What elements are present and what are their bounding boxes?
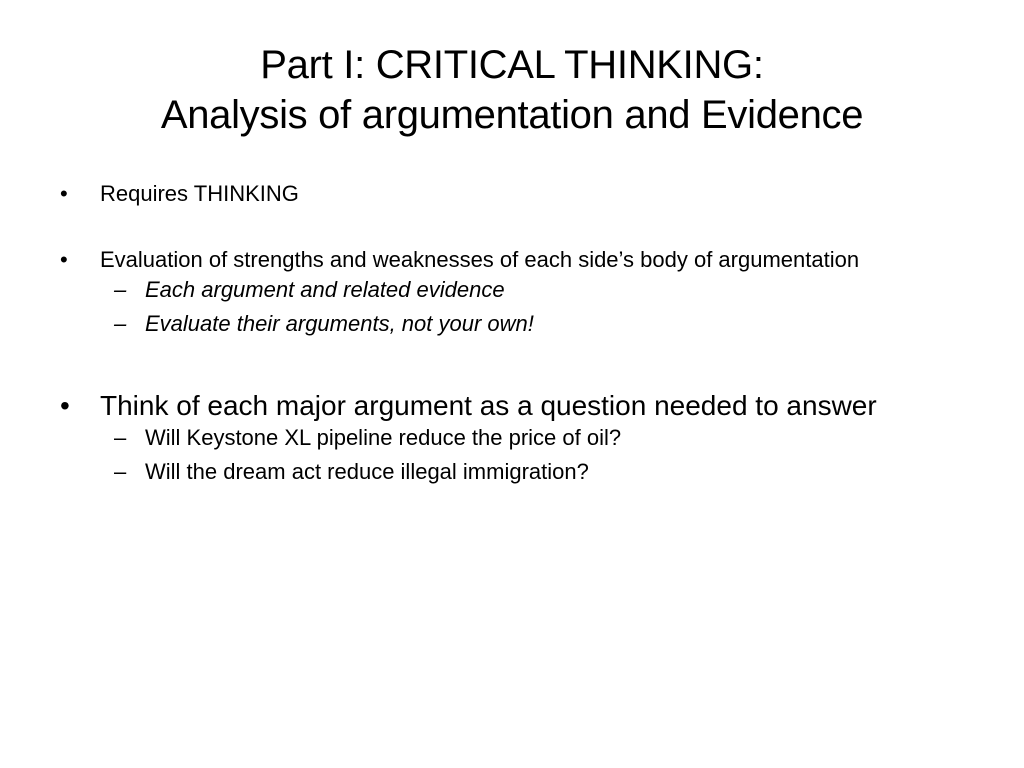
title-line-1: Part I: CRITICAL THINKING: <box>260 43 764 87</box>
dash-icon: – <box>114 277 127 302</box>
sub-bullet-item <box>58 455 958 489</box>
bullet-icon: • <box>60 247 68 272</box>
sub-bullet-text: Each argument and related evidence <box>145 277 505 302</box>
sub-bullet-item <box>58 421 958 455</box>
bullet-item <box>58 180 958 207</box>
bullet-item <box>58 390 958 421</box>
title-line-2: Analysis of argumentation and Evidence <box>160 93 864 137</box>
bullet-text: Think of each major argument as a question needed to answer <box>100 390 877 421</box>
dash-icon: – <box>114 311 127 336</box>
sub-bullet-text: Evaluate their arguments, not your own! <box>145 311 534 336</box>
sub-bullet-item <box>58 273 958 307</box>
bullet-text: Evaluation of strengths and weaknesses of each side’s body of argumentation <box>100 247 860 272</box>
sub-bullet-item <box>58 307 958 341</box>
slide-title <box>60 40 964 140</box>
bullet-icon: • <box>60 181 68 206</box>
bullet-icon: • <box>60 390 70 421</box>
dash-icon: – <box>114 425 127 450</box>
sub-bullet-text: Will the dream act reduce illegal immigration? <box>145 459 589 484</box>
slide-body <box>58 180 958 489</box>
dash-icon: – <box>114 459 127 484</box>
bullet-text: Requires THINKING <box>100 181 299 206</box>
bullet-item <box>58 246 958 273</box>
sub-bullet-text: Will Keystone XL pipeline reduce the price of oil? <box>145 425 622 450</box>
